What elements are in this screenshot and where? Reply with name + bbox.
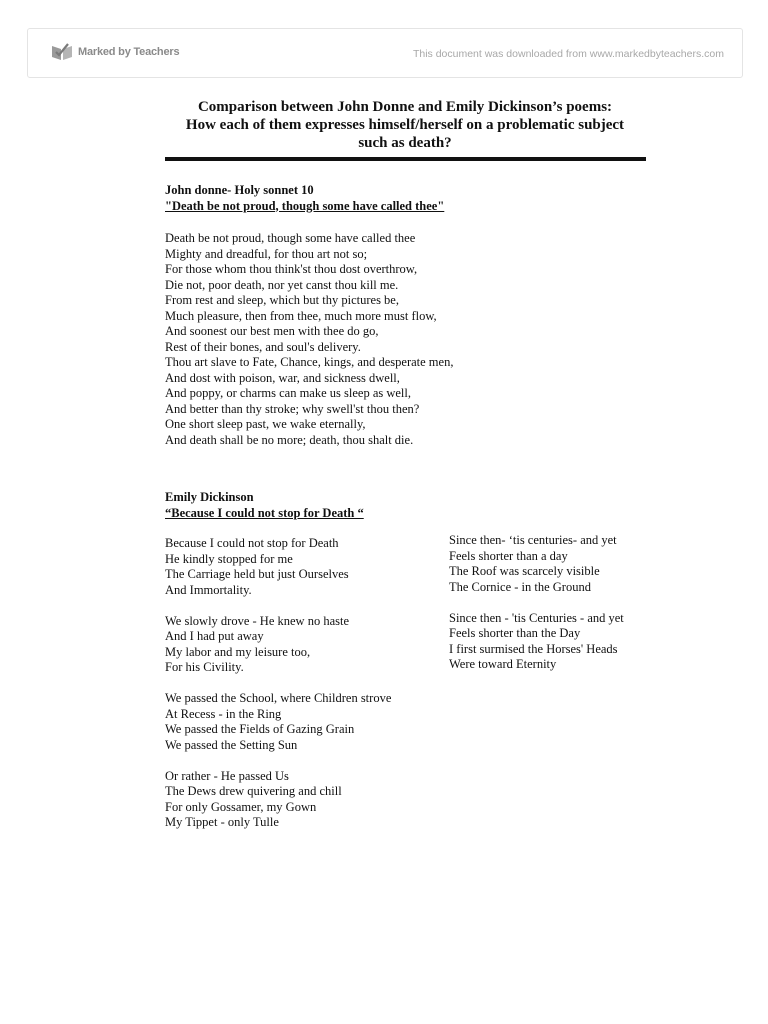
title-line: such as death? bbox=[358, 135, 452, 151]
title-rule bbox=[165, 157, 646, 161]
poem-line: At Recess - in the Ring bbox=[165, 706, 282, 721]
poem-line: Much pleasure, then from thee, much more must flow, bbox=[165, 308, 437, 323]
poem-line: Because I could not stop for Death bbox=[165, 536, 339, 550]
poem-line: And soonest our best men with thee do go, bbox=[165, 324, 379, 338]
poem-line: For those whom thou think'st thou dost overthrow, bbox=[165, 262, 418, 276]
poem-line: We passed the School, where Children strove bbox=[165, 691, 392, 705]
poem-line: Were toward Eternity bbox=[449, 657, 557, 671]
poem-line: My labor and my leisure too, bbox=[165, 644, 311, 659]
poem-line: Die not, poor death, nor yet canst thou kill me. bbox=[165, 277, 399, 292]
poem-line: Or rather - He passed Us bbox=[165, 768, 289, 783]
stanza bbox=[165, 769, 391, 831]
poem-line: One short sleep past, we wake eternally, bbox=[165, 417, 366, 431]
title-line: How each of them expresses himself/herself on a problematic subject bbox=[185, 117, 625, 133]
poem-line: And I had put away bbox=[165, 629, 264, 643]
poem-line: And death shall be no more; death, thou shalt die. bbox=[165, 432, 414, 447]
title-line: Comparison between John Donne and Emily Dickinson’s poems: bbox=[197, 99, 613, 115]
poem-line: And better than thy stroke; why swell'st thou then? bbox=[165, 401, 420, 416]
dickinson-section bbox=[165, 490, 364, 521]
donne-heading: John donne- Holy sonnet 10 bbox=[165, 183, 314, 197]
donne-section bbox=[165, 183, 444, 214]
poem-line: And dost with poison, war, and sickness dwell, bbox=[165, 370, 400, 385]
poem-line: Since then- ‘tis centuries- and yet bbox=[449, 533, 617, 547]
poem-line: My Tippet - only Tulle bbox=[165, 815, 279, 829]
poem-line: The Roof was scarcely visible bbox=[449, 564, 600, 578]
poem-line: Feels shorter than the Day bbox=[449, 626, 581, 640]
poem-line: I first surmised the Horses' Heads bbox=[449, 641, 618, 656]
poem-line: For his Civility. bbox=[165, 660, 244, 674]
poem-line: Rest of their bones, and soul's delivery. bbox=[165, 339, 361, 354]
donne-poem bbox=[165, 231, 453, 448]
poem-line: And Immortality. bbox=[165, 582, 252, 597]
donne-subheading: "Death be not proud, though some have called thee" bbox=[165, 198, 445, 213]
book-check-icon bbox=[50, 42, 74, 62]
logo-text: Marked by Teachers bbox=[78, 46, 180, 58]
poem-line: The Carriage held but just Ourselves bbox=[165, 567, 349, 581]
poem-line: From rest and sleep, which but thy pictures be, bbox=[165, 293, 399, 307]
dickinson-heading: Emily Dickinson bbox=[165, 490, 254, 504]
site-logo[interactable] bbox=[50, 42, 179, 62]
poem-line: Feels shorter than a day bbox=[449, 548, 568, 563]
poem-line: We slowly drove - He knew no haste bbox=[165, 613, 350, 628]
poem-line: And poppy, or charms can make us sleep as well, bbox=[165, 386, 411, 400]
poem-line: He kindly stopped for me bbox=[165, 551, 293, 566]
poem-line: Thou art slave to Fate, Chance, kings, and desperate men, bbox=[165, 355, 454, 369]
poem-line: Death be not proud, though some have called thee bbox=[165, 231, 416, 245]
stanza bbox=[449, 611, 624, 673]
poem-line: Mighty and dreadful, for thou art not so; bbox=[165, 246, 368, 261]
poem-line: Since then - 'tis Centuries - and yet bbox=[449, 610, 624, 625]
dickinson-poem-left-column bbox=[165, 536, 391, 846]
stanza bbox=[165, 536, 391, 598]
poem-line: We passed the Fields of Gazing Grain bbox=[165, 722, 355, 736]
poem-line: We passed the Setting Sun bbox=[165, 737, 298, 752]
poem-line: The Cornice - in the Ground bbox=[449, 579, 591, 594]
site-banner bbox=[27, 28, 743, 78]
stanza bbox=[165, 614, 391, 676]
stanza bbox=[165, 691, 391, 753]
poem-line: The Dews drew quivering and chill bbox=[165, 784, 342, 798]
poem-line: For only Gossamer, my Gown bbox=[165, 799, 317, 814]
document-title bbox=[165, 98, 645, 152]
dickinson-subheading: “Because I could not stop for Death “ bbox=[165, 505, 364, 520]
dickinson-poem-right-column bbox=[449, 533, 624, 688]
download-note: This document was downloaded from www.markedbyteachers.com bbox=[412, 48, 724, 60]
stanza bbox=[449, 533, 624, 595]
